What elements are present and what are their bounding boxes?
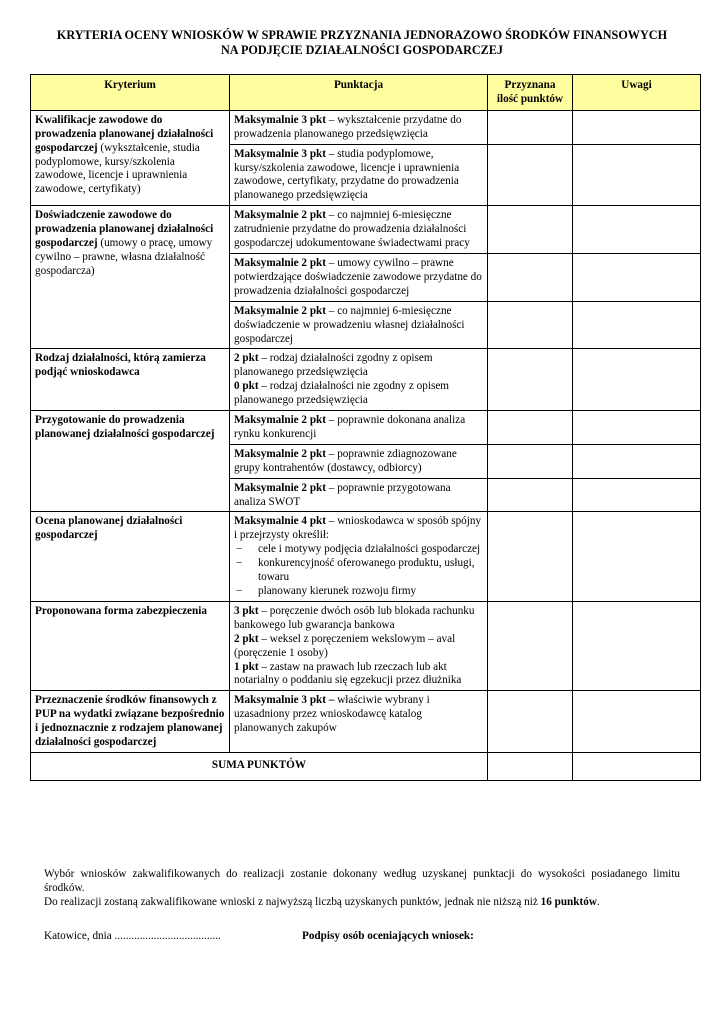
dash-icon: −: [236, 585, 243, 597]
criterion-doswiadczenie: Doświadczenie zawodowe do prowadzenia planowanej działalności gospodarczej (umowy o pracę, umowy cywilno – prawne, własna działalność gospodarcza): [31, 206, 230, 349]
min-points: 16 punktów: [540, 896, 597, 908]
qualification-paragraph: Do realizacji zostaną zakwalifikowane wnioski z najwyższą liczbą uzyskanych punktów, jednak nie niższą niż 16 punktów.: [44, 896, 600, 908]
points-input-cell[interactable]: [488, 444, 573, 478]
list-item: − planowany kierunek rozwoju firmy: [236, 585, 417, 597]
header-kryterium: Kryterium: [31, 75, 230, 111]
remarks-input-cell[interactable]: [573, 691, 701, 753]
remarks-input-cell[interactable]: [573, 110, 701, 144]
score-cell: Maksymalnie 3 pkt – wykształcenie przydatne do prowadzenia planowanego przedsięwzięcia: [230, 110, 488, 144]
title-line-1: KRYTERIA OCENY WNIOSKÓW W SPRAWIE PRZYZNANIA JEDNORAZOWO ŚRODKÓW FINANSOWYCH: [56, 28, 668, 42]
dash-icon: −: [236, 557, 243, 570]
table-row: [31, 601, 701, 690]
sum-label: SUMA PUNKTÓW: [31, 752, 488, 780]
remarks-input-cell[interactable]: [573, 411, 701, 445]
title-line-2: NA PODJĘCIE DZIAŁALNOŚCI GOSPODARCZEJ: [220, 42, 504, 57]
table-row: [31, 691, 701, 753]
header-uwagi: Uwagi: [573, 75, 701, 111]
table-row: [31, 512, 701, 601]
points-input-cell[interactable]: [488, 512, 573, 601]
points-input-cell[interactable]: [488, 411, 573, 445]
dash-icon: −: [236, 543, 243, 556]
criterion-zabezpieczenie: Proponowana forma zabezpieczenia: [31, 601, 230, 690]
criterion-przeznaczenie: Przeznaczenie środków finansowych z PUP na wydatki związane bezpośrednio i jednoznacznie z rodzajem planowanej działalności gospodarczej: [31, 691, 230, 753]
points-input-cell[interactable]: [488, 144, 573, 206]
points-input-cell[interactable]: [488, 691, 573, 753]
bullet-list: [234, 543, 483, 599]
header-przyznana: Przyznana ilość punktów: [488, 75, 573, 111]
selection-paragraph: Wybór wniosków zakwalifikowanych do realizacji zostanie dokonany według uzyskanej punktacji do wysokości posiadanego limitu środków.: [44, 868, 680, 894]
score-cell: Maksymalnie 4 pkt – wnioskodawca w sposób spójny i przejrzysty określił: − cele i motywy podjęcia działalności gospodarczej − konkurencyjność oferowanego produktu, usługi, towaru − planowany kierunek rozwoju firmy: [230, 512, 488, 601]
points-input-cell[interactable]: [488, 110, 573, 144]
remarks-input-cell[interactable]: [573, 512, 701, 601]
table-row: [31, 411, 701, 445]
score-cell: Maksymalnie 2 pkt – umowy cywilno – prawne potwierdzające doświadczenie zawodowe przydatne do prowadzenia działalności gospodarczej: [230, 253, 488, 301]
remarks-input-cell[interactable]: [573, 478, 701, 512]
score-cell: Maksymalnie 2 pkt – poprawnie dokonana analiza rynku konkurencji: [230, 411, 488, 445]
score-cell: Maksymalnie 2 pkt – poprawnie zdiagnozowane grupy kontrahentów (dostawcy, odbiorcy): [230, 444, 488, 478]
score-cell: Maksymalnie 2 pkt – poprawnie przygotowana analiza SWOT: [230, 478, 488, 512]
place-date-field: Katowice, dnia ......................................: [44, 930, 221, 942]
criterion-ocena: Ocena planowanej działalności gospodarczej: [31, 512, 230, 601]
signatures-label: Podpisy osób oceniających wniosek:: [302, 930, 474, 942]
sum-points-cell[interactable]: [488, 752, 573, 780]
header-punktacja: Punktacja: [230, 75, 488, 111]
remarks-input-cell[interactable]: [573, 349, 701, 411]
header-row: [31, 75, 701, 111]
list-item: − konkurencyjność oferowanego produktu, usługi, towaru: [236, 557, 475, 584]
points-input-cell[interactable]: [488, 349, 573, 411]
table-row: [31, 206, 701, 254]
remarks-input-cell[interactable]: [573, 301, 701, 349]
score-cell: 2 pkt – rodzaj działalności zgodny z opisem planowanego przedsięwzięcia 0 pkt – rodzaj działalności nie zgodny z opisem planowanego przedsięwzięcia: [230, 349, 488, 411]
points-input-cell[interactable]: [488, 253, 573, 301]
table-row: [31, 110, 701, 144]
score-cell: Maksymalnie 2 pkt – co najmniej 6-miesięczne zatrudnienie przydatne do prowadzenia działalności gospodarczej udokumentowane świadectwami pracy: [230, 206, 488, 254]
points-input-cell[interactable]: [488, 301, 573, 349]
sum-remarks-cell[interactable]: [573, 752, 701, 780]
remarks-input-cell[interactable]: [573, 144, 701, 206]
remarks-input-cell[interactable]: [573, 253, 701, 301]
score-cell: Maksymalnie 3 pkt – właściwie wybrany i uzasadniony przez wnioskodawcę katalog planowanych zakupów: [230, 691, 488, 753]
table-row: [31, 349, 701, 411]
points-input-cell[interactable]: [488, 478, 573, 512]
remarks-input-cell[interactable]: [573, 444, 701, 478]
points-input-cell[interactable]: [488, 601, 573, 690]
criteria-table: [30, 74, 701, 781]
points-input-cell[interactable]: [488, 206, 573, 254]
criterion-przygotowanie: Przygotowanie do prowadzenia planowanej działalności gospodarczej: [31, 411, 230, 512]
criterion-rodzaj-dzialalnosci: Rodzaj działalności, którą zamierza podjąć wnioskodawca: [31, 349, 230, 411]
document-title: [40, 28, 684, 57]
score-cell: Maksymalnie 3 pkt – studia podyplomowe, kursy/szkolenia zawodowe, licencje i uprawnienia zawodowe, certyfikaty, przydatne do prowadzenia planowanego przedsięwzięcia: [230, 144, 488, 206]
sum-row: [31, 752, 701, 780]
score-cell: Maksymalnie 2 pkt – co najmniej 6-miesięczne doświadczenie w prowadzeniu własnej działalności gospodarczej: [230, 301, 488, 349]
remarks-input-cell[interactable]: [573, 206, 701, 254]
remarks-input-cell[interactable]: [573, 601, 701, 690]
criterion-kwalifikacje: Kwalifikacje zawodowe do prowadzenia planowanej działalności gospodarczej (wykształcenie, studia podyplomowe, kursy/szkolenia zawodowe, licencje i uprawnienia zawodowe, certyfikaty): [31, 110, 230, 205]
score-cell: 3 pkt – poręczenie dwóch osób lub blokada rachunku bankowego lub gwarancja bankowa 2 pkt – weksel z poręczeniem wekslowym – aval (poręczenie 1 osoby) 1 pkt – zastaw na prawach lub rzeczach lub akt notarialny o poddaniu się egzekucji przez dłużnika: [230, 601, 488, 690]
list-item: − cele i motywy podjęcia działalności gospodarczej: [236, 543, 481, 556]
